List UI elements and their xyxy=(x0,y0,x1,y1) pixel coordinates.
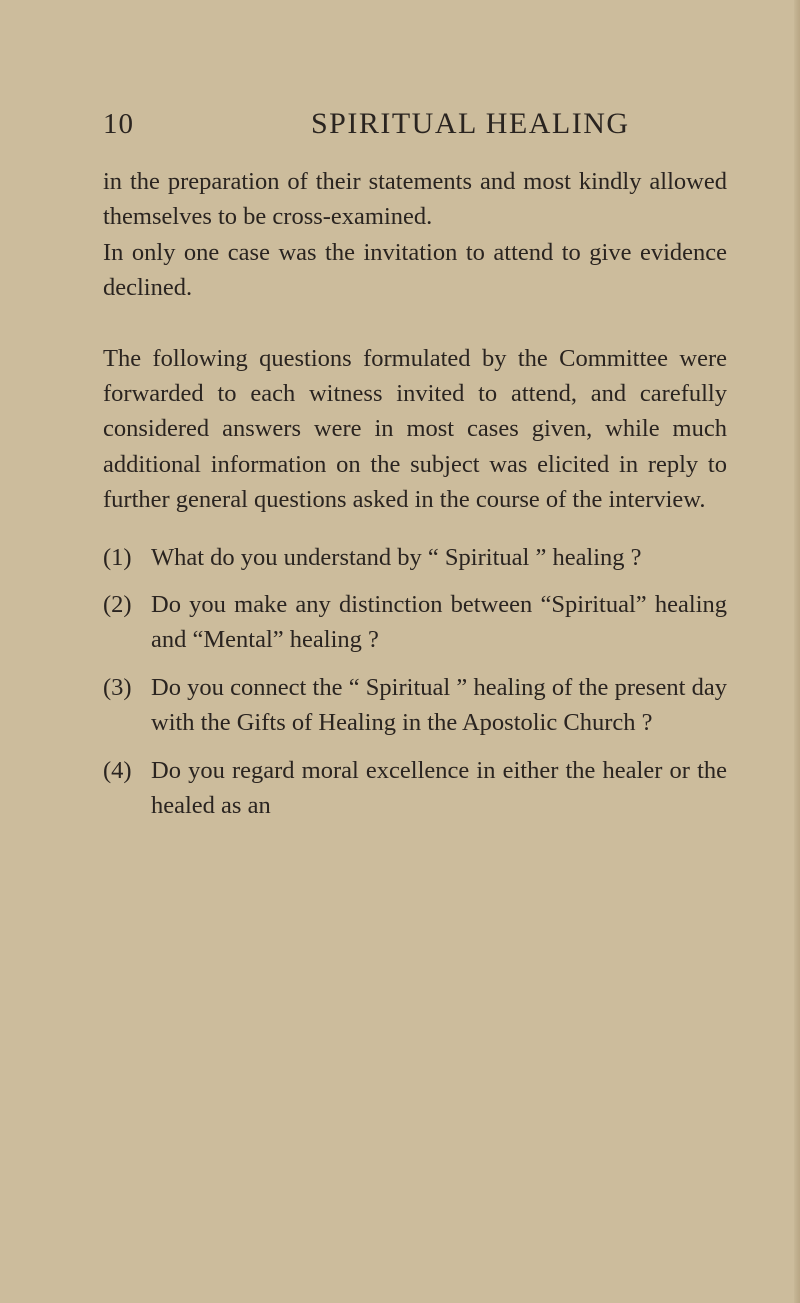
question-item-2 xyxy=(103,587,727,658)
question-number: (1) xyxy=(103,543,132,571)
page-header xyxy=(103,104,723,144)
question-number: (2) xyxy=(103,591,132,619)
body-text xyxy=(103,164,727,836)
question-number: (3) xyxy=(103,673,132,701)
paragraph-3: The following questions formulated by the Committee were forwarded to each witness invited to attend, and carefully considered answers were in most cases given, while much additional information on the subject was elicited in reply to further general questions asked in the course of the interview. xyxy=(103,344,727,514)
page-edge xyxy=(794,0,800,1303)
question-item-3 xyxy=(103,670,727,741)
question-item-4 xyxy=(103,753,727,824)
question-item-1 xyxy=(103,540,727,575)
paragraph-1: in the preparation of their statements and most kindly allowed themselves to be cross-examined. xyxy=(103,168,727,231)
question-text: Do you make any distinction between “Spiritual” healing and “Mental” healing ? xyxy=(151,591,727,654)
question-number: (4) xyxy=(103,756,132,784)
question-text: Do you connect the “ Spiritual ” healing of the present day with the Gifts of Healing in the Apostolic Church ? xyxy=(151,673,727,737)
section-gap xyxy=(103,306,727,341)
question-text: What do you understand by “ Spiritual ” healing ? xyxy=(151,543,642,571)
running-head: SPIRITUAL HEALING xyxy=(311,107,630,140)
question-text: Do you regard moral excellence in either the healer or the healed as an xyxy=(151,756,727,820)
question-list xyxy=(103,540,727,824)
paragraph-2: In only one case was the invitation to attend to give evidence declined. xyxy=(103,238,727,302)
page-number: 10 xyxy=(103,108,134,140)
